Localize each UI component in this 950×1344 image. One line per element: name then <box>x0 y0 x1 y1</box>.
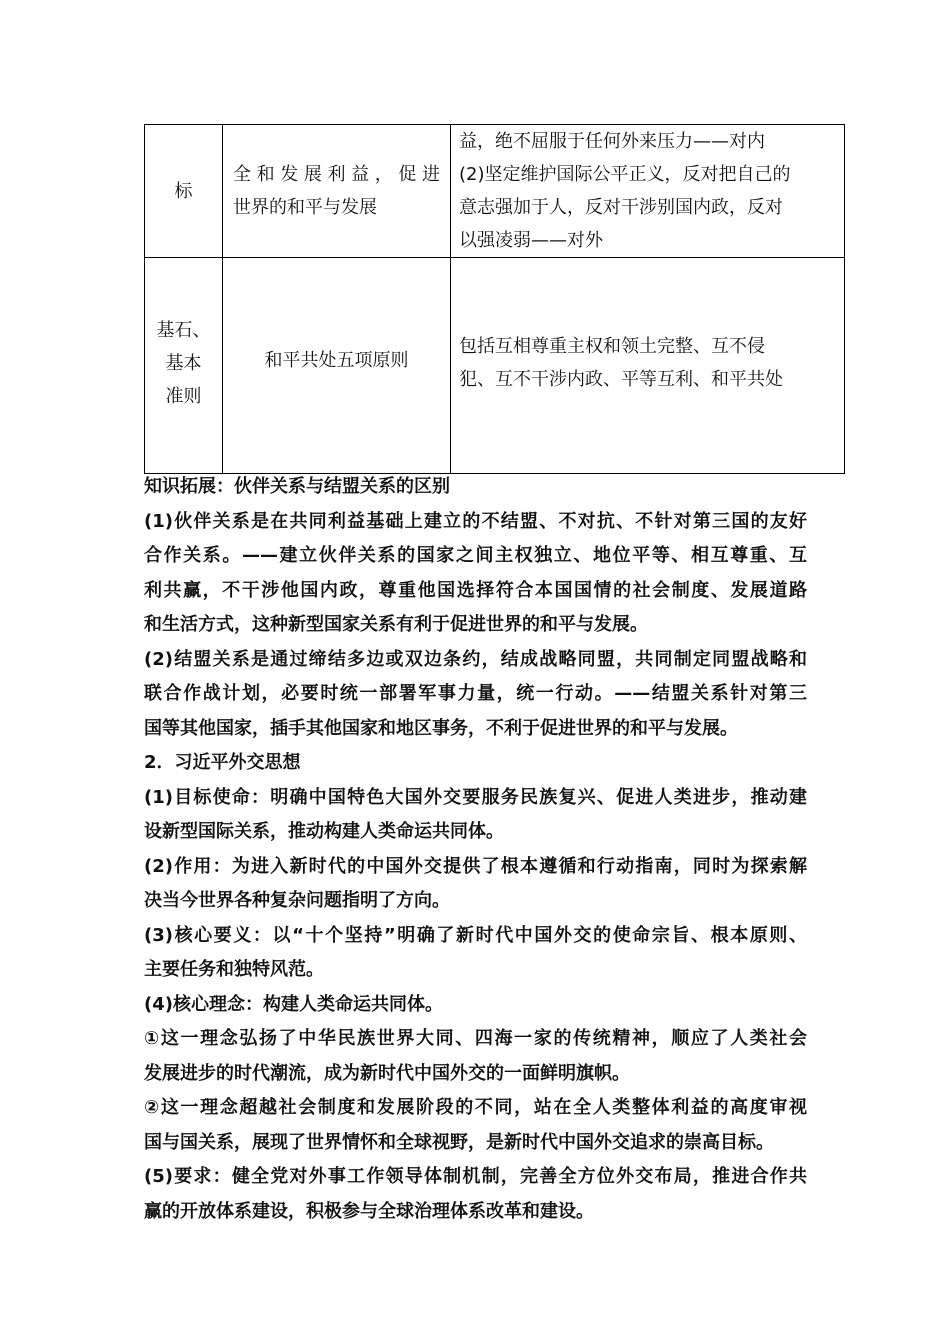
table-cell-foundation-label <box>145 258 223 474</box>
section-heading-xi-diplomacy: 2．习近平外交思想 <box>144 752 301 773</box>
cell-line: 益，绝不屈服于任何外来压力——对内 <box>459 131 765 152</box>
paragraph-requirements <box>144 1160 807 1229</box>
cell-line: 犯、互不干涉内政、平等互利、和平共处 <box>459 369 783 390</box>
text-line: (3)核心要义：以“十个坚持”明确了新时代中国外交的使命宗旨、根本原则、 <box>144 924 807 946</box>
text-line: (2)结盟关系是通过缔结多边或双边条约，结成战略同盟，共同制定同盟战略和 <box>144 648 807 670</box>
text-line: 主要任务和独特风范。 <box>144 959 324 980</box>
text-line: (5)要求：健全党对外事工作领导体制机制，完善全方位外交布局，推进合作共 <box>144 1166 807 1187</box>
text-line: (2)作用：为进入新时代的中国外交提供了根本遵循和行动指南，同时为探索解 <box>144 855 807 877</box>
cell-text: 和平共处五项原则 <box>264 350 409 371</box>
cell-line: 以强凌弱——对外 <box>459 230 603 251</box>
table-cell-goal-content <box>223 125 451 258</box>
cell-line: 世界的和平与发展 <box>233 197 377 218</box>
body-text <box>144 470 807 1229</box>
table-cell-goal-label <box>145 125 223 258</box>
paragraph-role <box>144 850 807 919</box>
section-heading-expansion: 知识拓展：伙伴关系与结盟关系的区别 <box>144 476 450 497</box>
paragraph-goal-mission <box>144 781 807 850</box>
text-line: 国等其他国家，插手其他国家和地区事务，不利于促进世界的和平与发展。 <box>144 717 738 739</box>
text-line: 赢的开放体系建设，积极参与全球治理体系改革和建设。 <box>144 1200 594 1222</box>
text-line: 联合作战计划，必要时统一部署军事力量，统一行动。——结盟关系针对第三 <box>144 683 807 704</box>
paragraph-core-essence <box>144 919 807 988</box>
cell-line: 意志强加于人，反对干涉别国内政，反对 <box>459 197 783 218</box>
paragraph-core-concept <box>144 988 807 1023</box>
cell-line: 包括互相尊重主权和领土完整、互不侵 <box>459 336 765 357</box>
cell-line: (2)坚定维护国际公平正义，反对把自己的 <box>459 164 791 185</box>
text-line: (1)伙伴关系是在共同利益基础上建立的不结盟、不对抗、不针对第三国的友好 <box>144 510 807 532</box>
text-line: 发展进步的时代潮流，成为新时代中国外交的一面鲜明旗帜。 <box>144 1062 630 1084</box>
text-line: 设新型国际关系，推动构建人类命运共同体。 <box>144 821 504 842</box>
text-line: 国与国关系，展现了世界情怀和全球视野，是新时代中国外交追求的崇高目标。 <box>144 1131 774 1153</box>
paragraph-concept-point-1 <box>144 1022 807 1091</box>
table-cell-goal-detail <box>451 125 845 258</box>
table-cell-foundation-content <box>223 258 451 474</box>
text-line: (1)目标使命：明确中国特色大国外交要服务民族复兴、促进人类进步，推动建 <box>144 786 807 808</box>
cell-line: 基石、 <box>156 320 211 341</box>
text-line: 合作关系。——建立伙伴关系的国家之间主权独立、地位平等、相互尊重、互 <box>144 545 807 566</box>
cell-text: 标 <box>174 180 193 202</box>
cell-line: 全和发展利益，促进 <box>233 164 440 185</box>
table-row <box>145 258 845 474</box>
text-line: (4)核心理念：构建人类命运共同体。 <box>144 993 443 1015</box>
text-line: ②这一理念超越社会制度和发展阶段的不同，站在全人类整体利益的高度审视 <box>144 1097 807 1118</box>
cell-line: 准则 <box>165 386 202 407</box>
diplomacy-table <box>144 124 845 474</box>
text-line: 和生活方式，这种新型国家关系有利于促进世界的和平与发展。 <box>144 614 648 635</box>
cell-line: 基本 <box>165 353 202 374</box>
table-row <box>145 125 845 258</box>
paragraph-concept-point-2 <box>144 1091 807 1160</box>
text-line: 决当今世界各种复杂问题指明了方向。 <box>144 890 450 911</box>
text-line: ①这一理念弘扬了中华民族世界大同、四海一家的传统精神，顺应了人类社会 <box>144 1028 807 1049</box>
text-line: 利共赢，不干涉他国内政，尊重他国选择符合本国国情的社会制度、发展道路 <box>144 579 807 601</box>
paragraph-partnership <box>144 505 807 643</box>
paragraph-alliance <box>144 643 807 747</box>
table-cell-foundation-detail <box>451 258 845 474</box>
